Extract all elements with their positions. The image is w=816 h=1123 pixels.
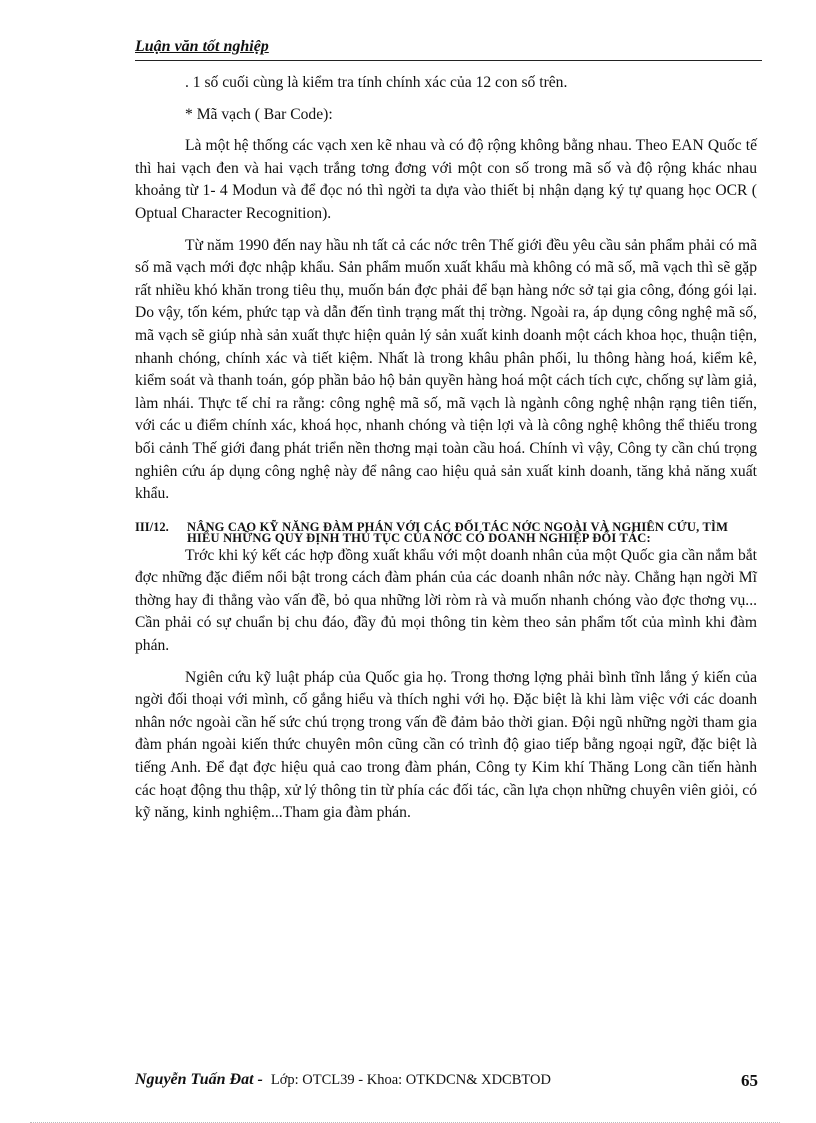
- paragraph-barcode-importance: Từ năm 1990 đến nay hầu nh tất cả các nớc trên Thế giới đều yêu cầu sản phẩm phải có mã số mã vạch mới đợc nhập khẩu. Sản phẩm muốn xuất khẩu mà không có mã số, mã vạch thì sẽ gặp rất nhiều khó khăn trong tiêu thụ, muốn bán đợc phải để bạn hàng nớc sở tại gia công, đóng gói lại. Do vậy, tốn kém, phức tạp và dẫn đến tình trạng mất thị trờng. Ngoài ra, áp dụng công nghệ mã số, mã vạch sẽ giúp nhà sản xuất thực hiện quản lý sản xuất kinh doanh một cách khoa học, thuận tiện, nhanh chóng, chính xác và tiết kiệm. Nhất là trong khâu phân phối, lu thông hàng hoá, kiểm kê, kiểm soát và thanh toán, góp phần bảo hộ bản quyền hàng hoá một cách tích cực, chống sự làm giả, làm nhái. Thực tế chỉ ra rằng: công nghệ mã số, mã vạch là ngành công nghệ nhận rạng tiên tiến, với các u điểm chính xác, khoá học, nhanh chóng và tiện lợi và là công nghệ không thể thiếu trong bối cảnh Thế giới đang phát triển nền thơng mại toàn cầu hoá. Chính vì vậy, Công ty cần chú trọng nghiên cứu áp dụng công nghệ này để nâng cao hiệu quả sản xuất kinh doanh, tăng khả năng xuất khẩu.: [135, 236, 757, 503]
- paragraph-barcode-heading: * Mã vạch ( Bar Code):: [185, 105, 333, 123]
- paragraph-negotiation: Trớc khi ký kết các hợp đồng xuất khẩu với một doanh nhân của một Quốc gia cần nắm bắt đợc những đặc điểm nổi bật trong cách đàm phán của các doanh nhân nớc này. Chẳng hạn ngời Mĩ thờng hay đi thẳng vào vấn đề, bỏ qua những lời ròm rà và muốn nhanh chóng vào đợc thơng vụ... Cần phải có sự chuẩn bị chu đáo, đầy đủ mọi thông tin kèm theo sản phẩm tốt của mình khi đàm phán.: [135, 546, 757, 655]
- page-footer: [135, 1071, 762, 1091]
- footer-author: Nguyễn Tuấn Đat -: [135, 1071, 263, 1088]
- section-heading: [135, 519, 757, 546]
- page-number: 65: [741, 1071, 758, 1090]
- section-title: NÂNG CAO KỸ NĂNG ĐÀM PHÁN VỚI CÁC ĐỐI TÁC NỚC NGOÀI VÀ NGHIÊN CỨU, TÌM HIỂU NHỮNG QUY ĐỊNH THỦ TỤC CỦA NỚC CÓ DOANH NGHIỆP ĐỐI TÁC:: [187, 519, 729, 546]
- document-body: [135, 72, 757, 834]
- section-number: III/12.: [135, 519, 169, 534]
- paragraph-barcode-definition: Là một hệ thống các vạch xen kẽ nhau và có độ rộng không bằng nhau. Theo EAN Quốc tế thì hai vạch đen và hai vạch trắng tơng đơng với một con số trong mã số và độ rộng khác nhau khoảng từ 1- 4 Modun và để đọc nó thì ngời ta dựa vào thiết bị nhận dạng ký tự quang học OCR ( Optual Character Recognition).: [135, 137, 757, 222]
- header-title: Luận văn tốt nghiệp: [135, 38, 269, 55]
- paragraph-law-research: Ngiên cứu kỹ luật pháp của Quốc gia họ. Trong thơng lợng phải bình tĩnh lắng ý kiến của ngời đối thoại với mình, cố gắng hiểu và thích nghi với họ. Đặc biệt là khi làm việc với các doanh nhân nớc ngoài cần hế sức chú trọng trong vấn đề đảm bảo thời gian. Đội ngũ những ngời tham gia đàm phán ngoài kiến thức chuyên môn cũng cần có trình độ giao tiếp bằng ngoại ngữ, đặc biệt là tiếng Anh. Để đạt đợc hiệu quả cao trong đàm phán, Công ty Kim khí Thăng Long cần tiến hành các hoạt động thu thập, xử lý thông tin từ phía các đối tác, cần lựa chọn những chuyên viên giỏi, có kỹ năng, kinh nghiệm...Tham gia đàm phán.: [135, 668, 757, 822]
- page-header: [135, 38, 762, 61]
- footer-class-info: Lớp: OTCL39 - Khoa: OTKDCN& XDCBTOD: [270, 1072, 551, 1088]
- paragraph-check-digit: . 1 số cuối cùng là kiểm tra tính chính xác của 12 con số trên.: [185, 74, 568, 91]
